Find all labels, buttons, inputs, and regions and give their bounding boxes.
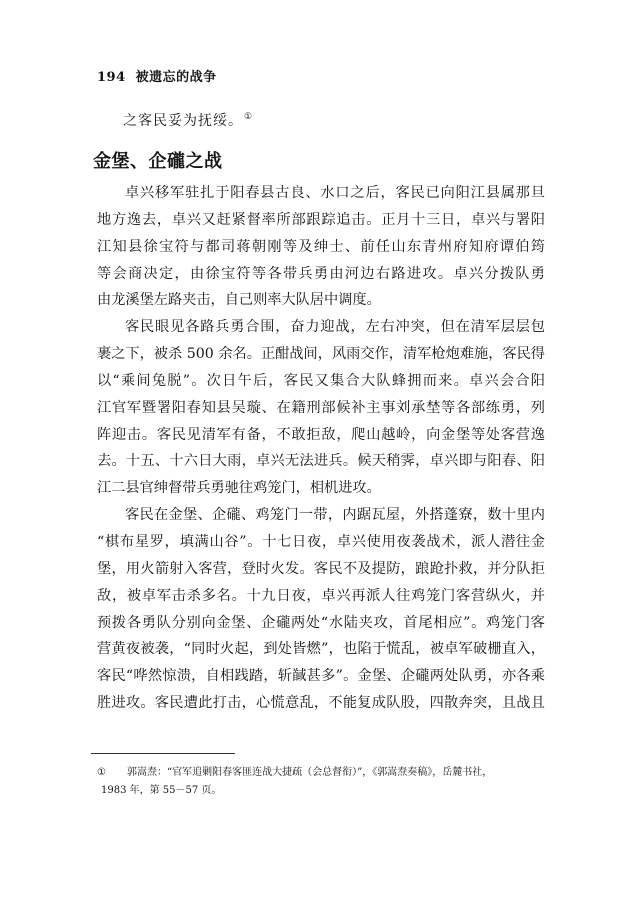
text-line: 江知县徐宝符与都司蒋朝刚等及绅士、前任山东青州府知府谭伯筠 (97, 238, 545, 255)
footnote (97, 764, 567, 800)
text-line: 客民在金堡、企礲、鸡笼门一带，内踞瓦屋，外搭蓬寮，数十里内 (125, 507, 545, 524)
text-line: 客民眼见各路兵勇合围，奋力迎战，左右冲突，但在清军层层包 (125, 319, 545, 336)
text-line: 胜进攻。客民遭此打击，心慌意乱，不能复成队股，四散奔突，且战且 (97, 695, 545, 712)
text-line: 江二县官绅督带兵勇驰往鸡笼门，相机进攻。 (97, 480, 381, 497)
running-header (97, 66, 217, 85)
section-heading: 金堡、企礲之战 (93, 151, 223, 172)
page-number: 194 (97, 70, 126, 85)
text-line: 去。十五、十六日大雨，卓兴无法进兵。候天稍霁，卓兴即与阳春、阳 (97, 453, 545, 470)
intro-text: 之客民妥为抚绥。 (123, 113, 243, 129)
book-title: 被遗忘的战争 (135, 70, 217, 85)
text-line: 由龙溪堡左路夹击，自己则率大队居中调度。 (97, 292, 381, 309)
text-line: 客民“哗然惊溃，自相践踏，斩馘甚多”。金堡、企礲两处队勇，亦各乘 (97, 668, 545, 685)
footnote-mark: ① (97, 767, 106, 778)
text-line: 以“乘间兔脱”。次日午后，客民又集合大队蜂拥而来。卓兴会合阳 (97, 372, 545, 389)
text-line: 敌，被卓军击杀多名。十九日夜，卓兴再派人往鸡笼门客营纵火，并 (97, 587, 545, 604)
footnote-line: 郭嵩焘：“官军追剿阳春客匪连战大捷疏（会总督衔）”，《郭嵩焘奏稿》，岳麓书社， (127, 767, 493, 778)
text-line: 等会商决定，由徐宝符等各带兵勇由河边右路进攻。卓兴分拨队勇 (97, 265, 545, 282)
text-line: 地方逸去，卓兴又赶紧督率所部跟踪追击。正月十三日，卓兴与署阳 (97, 211, 545, 228)
text-line: 卓兴移军驻扎于阳春县古良、水口之后，客民已向阳江县属那旦 (125, 185, 545, 201)
text-line: 裹之下，被杀 500 余名。正酣战间，风雨交作，清军枪炮难施，客民得 (97, 346, 545, 363)
text-line: “棋布星罗，填满山谷”。十七日夜，卓兴使用夜袭战术，派人潜往金 (97, 533, 545, 550)
text-line: 堡，用火箭射入客营，登时火发。客民不及提防，踉跄扑救，并分队拒 (97, 560, 545, 577)
text-line: 江官军暨署阳春知县吴璇、在籍刑部候补主事刘承埜等各部练勇，列 (97, 399, 545, 416)
body-text (97, 180, 545, 717)
footnote-divider (91, 753, 235, 754)
text-line: 预拨各勇队分别向金堡、企礲两处“水陆夹攻，首尾相应”。鸡笼门客 (97, 614, 545, 631)
footnote-line: 1983 年，第 55－57 页。 (101, 785, 222, 796)
footnote-ref: ① (244, 112, 254, 122)
intro-line (123, 110, 253, 130)
text-line: 营黄夜被袭，“同时火起，到处皆燃”，也陷于慌乱，被卓军破栅直入， (97, 641, 545, 658)
text-line: 阵迎击。客民见清军有备，不敢拒敌，爬山越岭，向金堡等处客营逸 (97, 426, 545, 443)
